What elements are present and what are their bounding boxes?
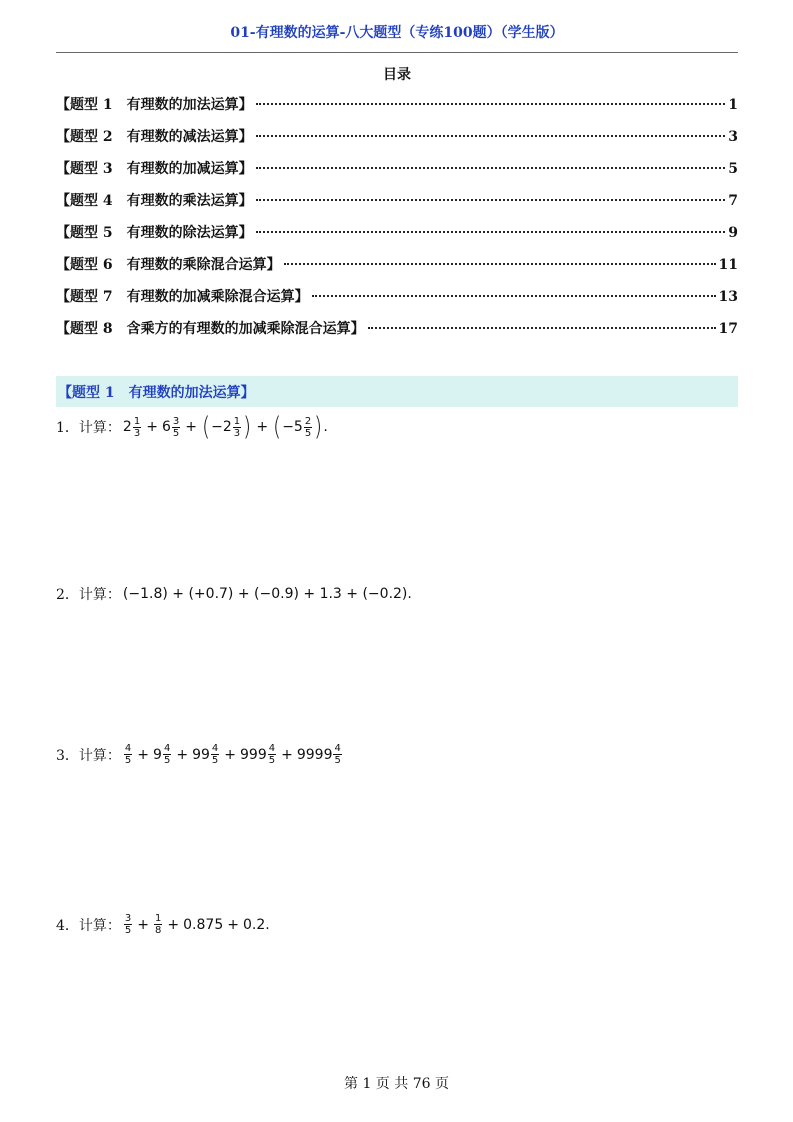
question-label: 计算： xyxy=(78,420,121,436)
plus-operator: + xyxy=(137,916,150,933)
whole-part: 9 xyxy=(153,746,162,763)
denominator: 5 xyxy=(304,427,312,439)
toc-entry-page: 9 xyxy=(728,225,738,241)
fraction xyxy=(233,416,241,439)
toc-entry-6[interactable] xyxy=(56,254,738,286)
header-divider xyxy=(56,52,738,53)
toc-entry-2[interactable] xyxy=(56,126,738,158)
toc-entry-page: 1 xyxy=(728,97,738,113)
fraction xyxy=(154,913,162,936)
denominator: 5 xyxy=(124,925,132,936)
denominator: 5 xyxy=(268,755,276,766)
question-label: 计算： xyxy=(78,747,121,764)
whole-part: 9999 xyxy=(296,746,333,763)
whole-part: 99 xyxy=(192,746,210,763)
denominator: 5 xyxy=(124,755,132,766)
question-number: 3． xyxy=(56,747,79,764)
left-paren: ( xyxy=(202,412,211,442)
toc-leader-dots xyxy=(368,327,716,329)
right-paren: ) xyxy=(314,412,323,442)
fraction xyxy=(211,743,219,766)
denominator: 3 xyxy=(233,427,241,439)
left-paren: ( xyxy=(273,412,282,442)
fraction xyxy=(268,743,276,766)
numerator: 1 xyxy=(155,913,162,924)
toc-leader-dots xyxy=(256,167,726,169)
whole-part: 999 xyxy=(240,746,267,763)
toc-entry-page: 13 xyxy=(718,289,738,305)
toc-leader-dots xyxy=(312,295,716,297)
whole-part: −5 xyxy=(282,419,303,435)
denominator: 3 xyxy=(133,427,141,439)
plus-operator: + xyxy=(281,746,293,763)
fraction xyxy=(333,743,341,766)
question-1 xyxy=(56,414,328,440)
section-title: 【题型 1 有理数的加法运算】 xyxy=(58,384,255,401)
toc-leader-dots xyxy=(256,199,726,201)
fraction xyxy=(304,416,312,439)
toc-entry-label: 【题型 4 有理数的乘法运算】 xyxy=(56,193,253,209)
toc-entry-page: 5 xyxy=(728,161,738,177)
math-expression xyxy=(123,743,343,766)
toc-entry-7[interactable] xyxy=(56,286,738,318)
numerator: 4 xyxy=(334,743,341,754)
toc-entry-8[interactable] xyxy=(56,318,738,350)
toc-entry-page: 17 xyxy=(718,321,738,337)
question-number: 1． xyxy=(56,420,79,436)
fraction xyxy=(124,743,132,766)
toc-entry-page: 3 xyxy=(728,129,738,145)
fraction xyxy=(172,416,180,439)
plus-operator: + xyxy=(224,746,236,763)
toc-entry-label: 【题型 8 含乘方的有理数的加减乘除混合运算】 xyxy=(56,321,365,337)
toc-leader-dots xyxy=(256,231,726,233)
period: . xyxy=(323,419,328,435)
math-expression xyxy=(123,414,328,440)
section-heading-bar xyxy=(56,376,738,407)
plus-operator: + xyxy=(227,916,239,933)
plus-operator: + xyxy=(146,419,158,435)
numerator: 2 xyxy=(304,415,312,427)
plus-operator: + xyxy=(176,746,189,763)
math-expression xyxy=(123,913,270,936)
denominator: 5 xyxy=(211,755,219,766)
whole-part: 2 xyxy=(122,419,132,435)
toc-entry-label: 【题型 1 有理数的加法运算】 xyxy=(56,97,253,113)
toc-entry-label: 【题型 5 有理数的除法运算】 xyxy=(56,225,253,241)
plus-operator: + xyxy=(167,916,180,933)
fraction xyxy=(163,743,171,766)
toc-leader-dots xyxy=(256,103,726,105)
question-label: 计算： xyxy=(78,587,121,603)
toc-entry-4[interactable] xyxy=(56,190,738,222)
toc-entry-label: 【题型 7 有理数的加减乘除混合运算】 xyxy=(56,289,309,305)
whole-part: −2 xyxy=(211,419,232,435)
toc-entry-label: 【题型 6 有理数的乘除混合运算】 xyxy=(56,257,281,273)
fraction xyxy=(124,913,132,936)
toc-entry-5[interactable] xyxy=(56,222,738,254)
question-4 xyxy=(56,913,270,936)
plus-operator: + xyxy=(256,419,269,435)
whole-part: 6 xyxy=(161,419,171,435)
right-paren: ) xyxy=(243,412,252,442)
numerator: 3 xyxy=(172,415,180,427)
page-footer: 第 1 页 共 76 页 xyxy=(344,1076,449,1092)
question-2 xyxy=(56,584,412,604)
numerator: 4 xyxy=(211,743,219,754)
document-header-title: 01-有理数的运算-八大题型（专练100题）（学生版） xyxy=(230,25,564,41)
question-number: 4． xyxy=(56,917,79,934)
numerator: 3 xyxy=(124,913,132,924)
toc-title: 目录 xyxy=(383,67,411,83)
decimal-term: 0.2 xyxy=(242,916,266,933)
table-of-contents xyxy=(56,94,738,350)
toc-leader-dots xyxy=(256,135,726,137)
math-expression: (−1.8) + (+0.7) + (−0.9) + 1.3 + (−0.2). xyxy=(122,586,412,602)
toc-entry-label: 【题型 3 有理数的加减运算】 xyxy=(56,161,253,177)
plus-operator: + xyxy=(185,419,197,435)
plus-operator: + xyxy=(137,746,150,763)
question-label: 计算： xyxy=(78,917,121,934)
denominator: 8 xyxy=(155,925,162,936)
question-3 xyxy=(56,743,343,766)
numerator: 4 xyxy=(124,743,132,754)
question-number: 2． xyxy=(56,587,79,603)
fraction xyxy=(133,416,141,439)
numerator: 1 xyxy=(133,415,141,427)
denominator: 5 xyxy=(172,427,180,439)
toc-entry-1[interactable] xyxy=(56,94,738,126)
toc-entry-page: 11 xyxy=(718,257,738,273)
toc-entry-page: 7 xyxy=(728,193,738,209)
toc-entry-3[interactable] xyxy=(56,158,738,190)
toc-entry-label: 【题型 2 有理数的减法运算】 xyxy=(56,129,253,145)
decimal-term: 0.875 xyxy=(183,916,224,933)
numerator: 4 xyxy=(268,743,276,754)
denominator: 5 xyxy=(334,755,341,766)
numerator: 1 xyxy=(233,415,241,427)
period: . xyxy=(265,916,270,933)
numerator: 4 xyxy=(163,743,171,754)
toc-leader-dots xyxy=(284,263,716,265)
denominator: 5 xyxy=(163,755,171,766)
